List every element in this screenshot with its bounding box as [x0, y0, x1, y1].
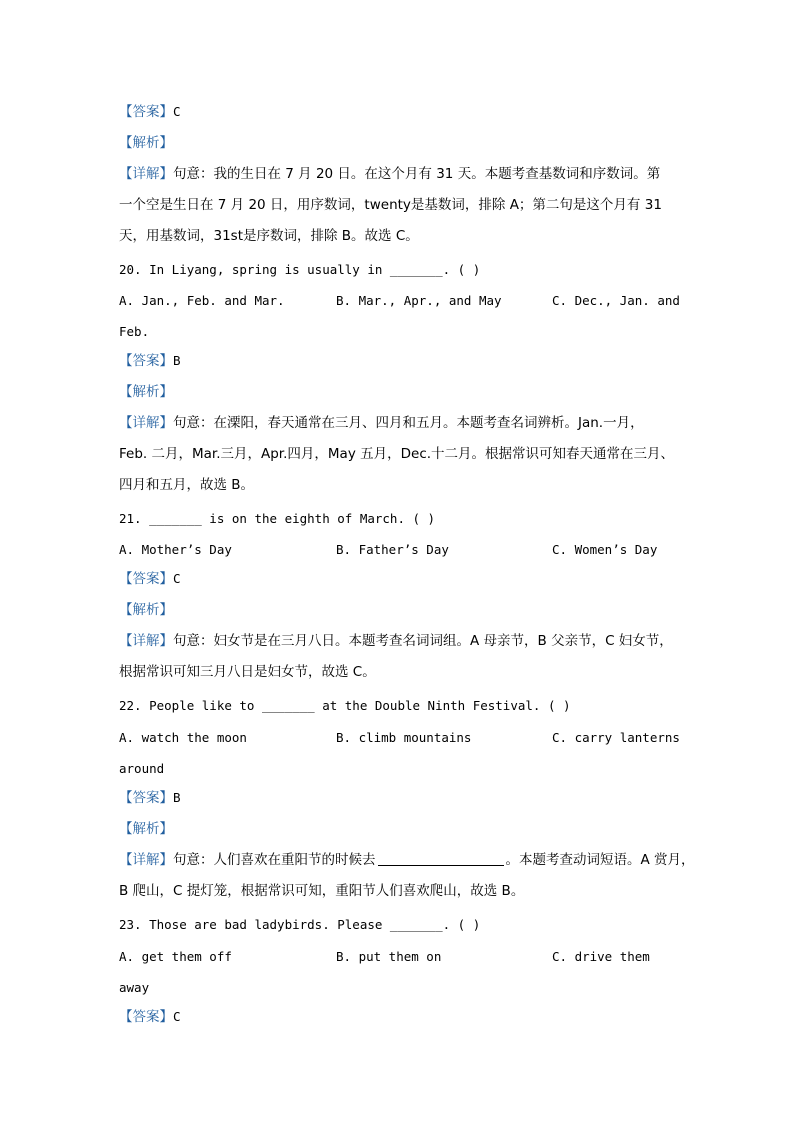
- answer-tag: 【答案】: [119, 104, 173, 120]
- detail-text: 句意：在溧阳，春天通常在三月、四月和五月。本题考查名词辨析。Jan.一月，: [173, 415, 644, 431]
- detail-line: [119, 850, 695, 870]
- detail-line: 天，用基数词，31st是序数词，排除 B。故选 C。: [119, 228, 419, 244]
- answer-line: [119, 351, 684, 371]
- answer-line: [119, 1007, 684, 1027]
- detail-tag: 【详解】: [119, 852, 173, 868]
- detail-tag: 【详解】: [119, 633, 173, 649]
- option-c: C. carry lanterns: [552, 730, 680, 745]
- analysis-line: [119, 382, 684, 402]
- answer-tag: 【答案】: [119, 790, 173, 806]
- option-c: C. Women’s Day: [552, 542, 658, 557]
- detail-line: Feb. 二月，Mar.三月，Apr.四月，May 五月，Dec.十二月。根据常识可知春天通常在三月、: [119, 446, 675, 462]
- option-c-wrap: away: [119, 980, 150, 995]
- answer-line: [119, 569, 684, 589]
- option-a: A. Mother’s Day: [119, 542, 232, 557]
- detail-line: 四月和五月，故选 B。: [119, 477, 255, 493]
- answer-value: C: [173, 571, 181, 586]
- option-c: C. drive them: [552, 949, 650, 964]
- option-a: A. get them off: [119, 949, 232, 964]
- option-a: A. watch the moon: [119, 730, 247, 745]
- answer-value: B: [173, 790, 181, 805]
- question-22: 22. People like to _______ at the Double Ninth Festival. ( ): [119, 698, 571, 713]
- option-b: B. Father’s Day: [336, 542, 449, 557]
- answer-tag: 【答案】: [119, 1009, 173, 1025]
- detail-line: [119, 631, 684, 651]
- detail-text: 句意：我的生日在 7 月 20 日。在这个月有 31 天。本题考查基数词和序数词。第: [173, 166, 661, 182]
- answer-tag: 【答案】: [119, 571, 173, 587]
- question-21: 21. _______ is on the eighth of March. ( ): [119, 511, 436, 526]
- detail-tag: 【详解】: [119, 166, 173, 182]
- detail-line: [119, 164, 684, 184]
- analysis-tag: 【解析】: [119, 602, 173, 618]
- answer-tag: 【答案】: [119, 353, 173, 369]
- option-b: B. put them on: [336, 949, 442, 964]
- answer-value: B: [173, 353, 181, 368]
- answer-line: [119, 102, 684, 122]
- analysis-line: [119, 819, 684, 839]
- answer-value: C: [173, 1009, 181, 1024]
- question-20: 20. In Liyang, spring is usually in _______. ( ): [119, 262, 481, 277]
- detail-line: B 爬山，C 提灯笼，根据常识可知，重阳节人们喜欢爬山，故选 B。: [119, 883, 525, 899]
- answer-value: C: [173, 104, 181, 119]
- option-c: C. Dec., Jan. and: [552, 293, 680, 308]
- answer-line: [119, 788, 684, 808]
- detail-text: 句意：妇女节是在三月八日。本题考查名词词组。A 母亲节，B 父亲节，C 妇女节，: [173, 633, 673, 649]
- option-b: B. climb mountains: [336, 730, 472, 745]
- answer-blank: [378, 851, 504, 866]
- detail-line: 根据常识可知三月八日是妇女节，故选 C。: [119, 664, 376, 680]
- option-b: B. Mar., Apr., and May: [336, 293, 502, 308]
- detail-tag: 【详解】: [119, 415, 173, 431]
- option-c-wrap: Feb.: [119, 324, 150, 339]
- option-a: A. Jan., Feb. and Mar.: [119, 293, 285, 308]
- analysis-tag: 【解析】: [119, 135, 173, 151]
- detail-line: 一个空是生日在 7 月 20 日，用序数词，twenty是基数词，排除 A；第二句是这个月有 31: [119, 197, 662, 213]
- question-23: 23. Those are bad ladybirds. Please _______. ( ): [119, 917, 481, 932]
- analysis-tag: 【解析】: [119, 821, 173, 837]
- detail-text-after: 。本题考查动词短语。A 赏月，: [505, 852, 695, 868]
- option-c-wrap: around: [119, 761, 165, 776]
- analysis-tag: 【解析】: [119, 384, 173, 400]
- analysis-line: [119, 600, 684, 620]
- detail-line: [119, 413, 684, 433]
- detail-text-before: 句意：人们喜欢在重阳节的时候去: [173, 852, 376, 868]
- analysis-line: [119, 133, 684, 153]
